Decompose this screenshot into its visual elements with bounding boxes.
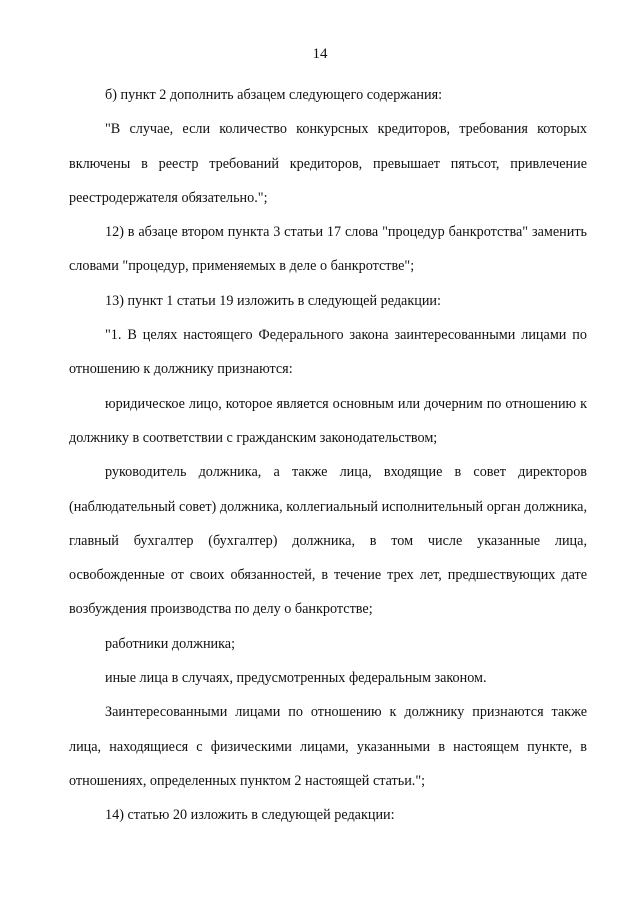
- paragraph-other-persons: иные лица в случаях, предусмотренных федеральным законом.: [105, 670, 487, 687]
- paragraph-legal-entity: юридическое лицо, которое является основным или дочерним по отношению к должнику в соответствии с гражданским законодательством;: [69, 395, 587, 446]
- paragraph-item-12: 12) в абзаце втором пункта 3 статьи 17 слова "процедур банкротства" заменить словами "процедур, применяемых в деле о банкротстве";: [69, 224, 587, 275]
- paragraph-item-14: 14) статью 20 изложить в следующей редакции:: [105, 807, 395, 824]
- paragraph-management: руководитель должника, а также лица, входящие в совет директоров (наблюдательный совет) должника, коллегиальный исполнительный орган должника, главный бухгалтер (бухгалтер) должника, в том числе указанные лица, освобожденные от своих обязанностей, в течение трех лет, предшествующих дате возбуждения производства по делу о банкротстве;: [69, 464, 587, 618]
- page-number: 14: [312, 46, 328, 62]
- paragraph-b-point-2: б) пункт 2 дополнить абзацем следующего содержания:: [105, 87, 443, 103]
- paragraph-interested-persons-intro: "1. В целях настоящего Федерального закона заинтересованными лицами по отношению к должнику признаются:: [69, 327, 587, 378]
- document-body: [69, 78, 587, 833]
- paragraph-item-13: 13) пункт 1 статьи 19 изложить в следующей редакции:: [105, 292, 441, 309]
- paragraph-registrar-quote: "В случае, если количество конкурсных кредиторов, требования которых включены в реестр требований кредиторов, превышает пятьсот, привлечение реестродержателя обязательно.";: [69, 121, 587, 206]
- paragraph-also-interested: Заинтересованными лицами по отношению к должнику признаются также лица, находящиеся с физическими лицами, указанными в настоящем пункте, в отношениях, определенных пунктом 2 настоящей статьи.";: [69, 704, 587, 789]
- paragraph-employees: работники должника;: [105, 635, 236, 652]
